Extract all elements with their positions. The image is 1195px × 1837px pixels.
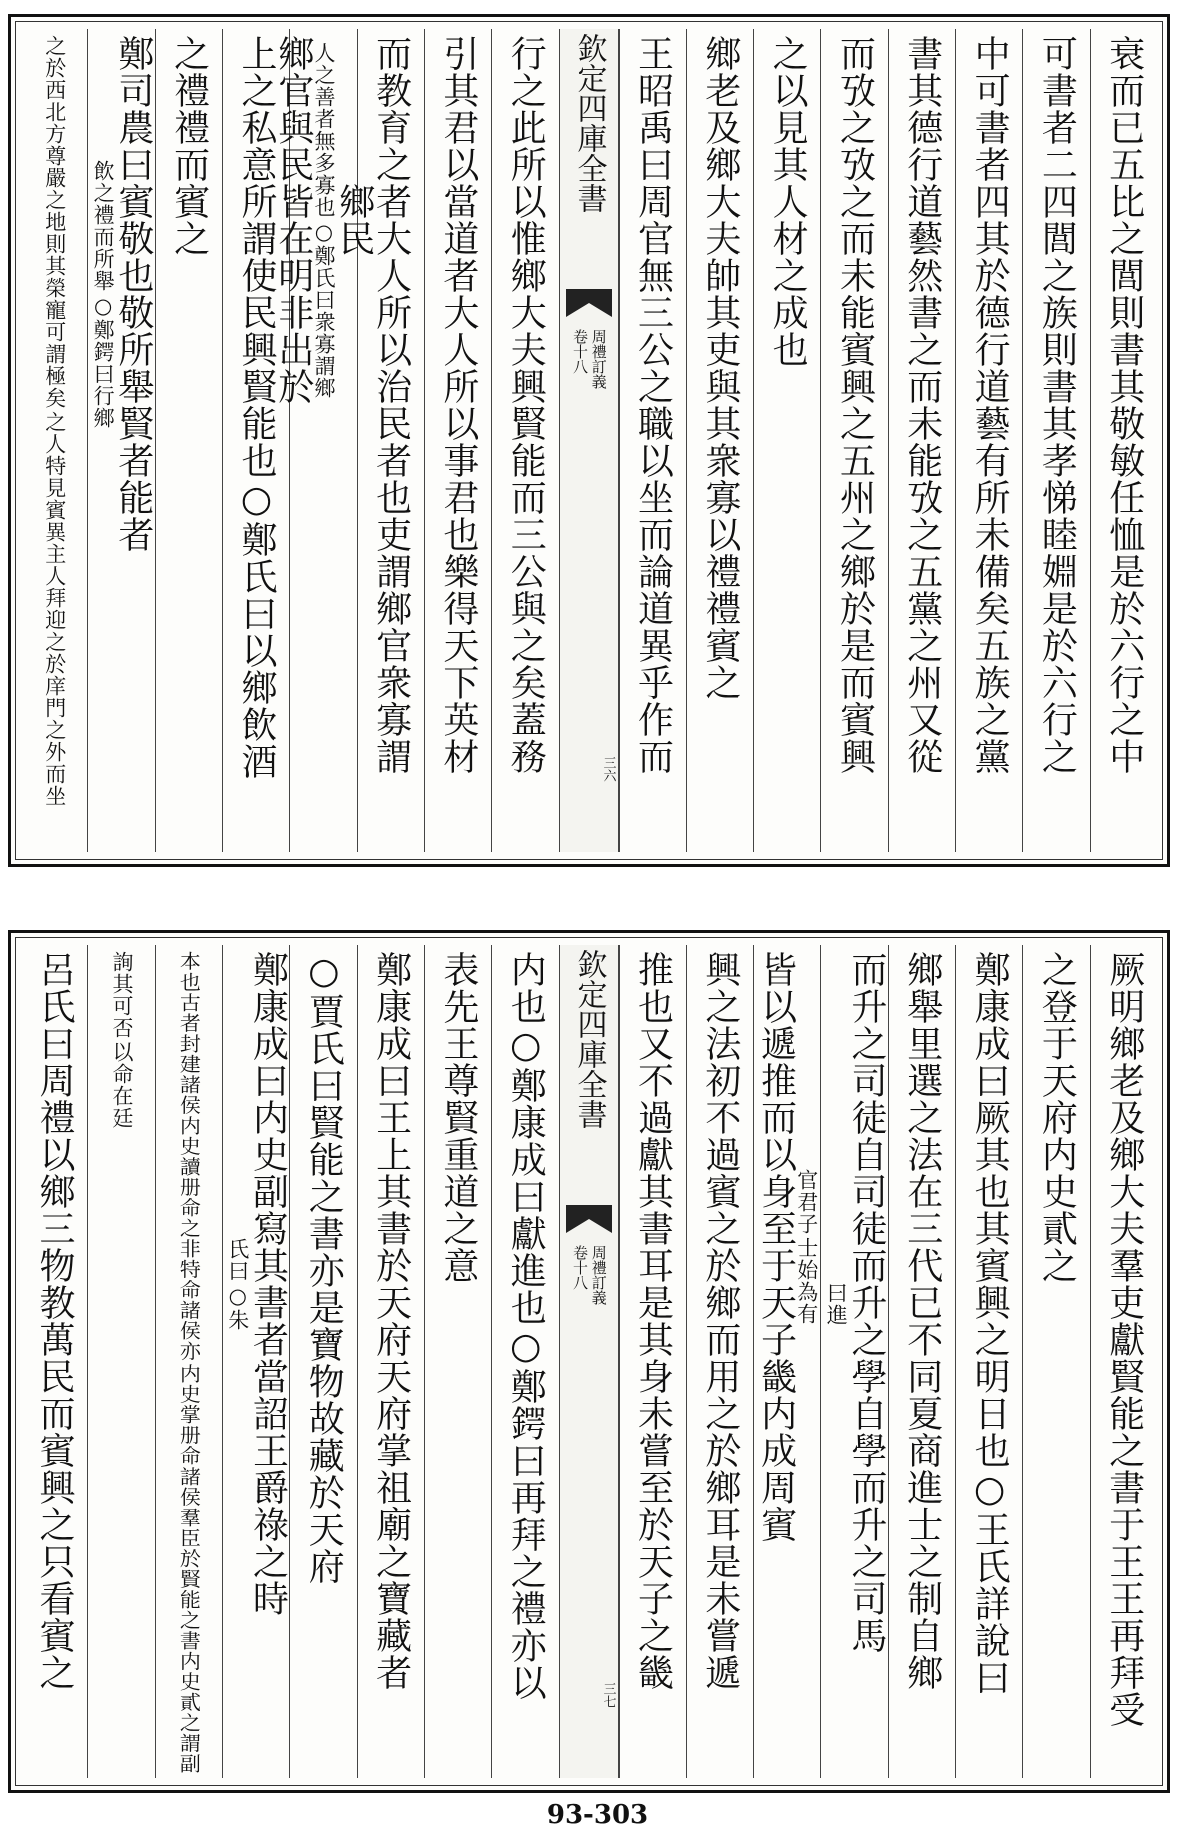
column-text — [836, 35, 874, 775]
column-text — [505, 35, 547, 775]
text-column — [619, 945, 686, 1778]
bottom-page — [8, 930, 1170, 1793]
text-column — [820, 945, 887, 1778]
main-text: 而升之司徒自司徒而升之學自學而升之司馬 — [846, 951, 888, 1654]
annotation-pair — [177, 951, 200, 1774]
main-text: 鄉舉里選之法在三代已不同夏商進士之制自鄉 — [901, 951, 943, 1691]
annotation-text: ○朱 — [225, 1283, 250, 1331]
annotation-pair — [43, 35, 66, 807]
main-text: 厥明鄉老及鄉大夫羣吏獻賢能之書于王王再拜受 — [1103, 951, 1145, 1728]
main-text: 衰而已五比之閭則書其敬敏任恤是於六行之中 — [1103, 35, 1145, 775]
book-title: 欽定四庫全書 — [571, 33, 607, 213]
book-title: 欽定四庫全書 — [571, 949, 607, 1129]
column-text — [43, 35, 66, 807]
volume-label: 卷十八 — [571, 1245, 589, 1290]
main-text: ○賈氏曰賢能之書亦是寶物故藏於天府 — [303, 951, 345, 1585]
main-text: 興之法初不過賓之於鄉而用之於鄉耳是未嘗遞 — [699, 951, 741, 1691]
text-column — [820, 29, 887, 852]
column-text — [824, 951, 888, 1654]
main-text-continued: 鄉官與民皆在明非出於 — [272, 35, 314, 405]
main-text: 鄉民 — [333, 183, 375, 257]
column-text — [903, 35, 941, 775]
annotation-text: 之於西北方尊嚴之地則其榮寵可謂極矣 — [42, 35, 67, 409]
main-text: 表先王尊賢重道之意 — [437, 951, 479, 1284]
text-column — [753, 945, 820, 1778]
folio-number: 三六 — [600, 756, 616, 782]
main-text: 王昭禹曰周官無三公之職以坐而論道異乎作而 — [632, 35, 674, 775]
work-name: 周禮訂義 — [589, 1245, 608, 1305]
column-text — [91, 35, 152, 553]
annotation-text: 氏曰 — [225, 1237, 250, 1282]
text-column — [491, 945, 558, 1778]
column-text — [439, 951, 477, 1284]
main-text: 而攷之攷之而未能賓興之五州之鄉於是而賓興 — [834, 35, 876, 775]
text-column — [222, 29, 289, 852]
column-text — [634, 35, 672, 775]
column-text — [701, 35, 739, 701]
column-text — [1105, 951, 1143, 1728]
main-text: 上之私意所謂使民興賢能也○鄭氏曰以鄉飲酒 — [235, 35, 277, 780]
annotation-pair — [795, 1169, 818, 1325]
annotation-text: 本也古者封建諸侯内史讀册命之非特命諸侯亦 — [177, 951, 202, 1362]
text-column — [155, 29, 222, 852]
column-text — [110, 951, 133, 1129]
annotation-text: 士始為有 — [794, 1237, 819, 1325]
text-column — [686, 945, 753, 1778]
annotation-pair — [110, 951, 133, 1129]
text-column — [272, 29, 375, 852]
annotation-pair — [91, 160, 114, 429]
column-text — [170, 35, 208, 257]
column-text — [767, 35, 809, 368]
annotation-pair — [824, 1280, 847, 1326]
column-text — [903, 951, 941, 1691]
text-column — [87, 29, 154, 852]
main-text: 鄉老及鄉大夫帥其吏與其衆寡以禮禮賓之 — [699, 35, 741, 701]
main-text: 鄭康成曰厥其也其賓興之明日也○王氏詳說曰 — [969, 951, 1011, 1696]
column-text — [237, 35, 275, 780]
main-text: 之禮禮而賓之 — [168, 35, 210, 257]
column-text — [177, 951, 200, 1774]
column-text — [757, 951, 818, 1543]
main-text: 而教育之者大人所以治民者也吏謂鄉官衆寡謂 — [370, 35, 412, 775]
folio-number: 三七 — [600, 1682, 616, 1708]
top-page — [8, 14, 1170, 867]
column-text — [439, 35, 477, 775]
text-column — [222, 945, 289, 1778]
text-column — [1022, 945, 1089, 1778]
main-text: 鄭康成曰王上其書於天府天府掌祖廟之寶藏者 — [370, 951, 412, 1691]
annotation-pair — [312, 42, 335, 399]
annotation-text: ○鄭氏曰衆寡謂鄉 — [311, 219, 336, 399]
text-column — [357, 945, 424, 1778]
annotation-text: ○鄭鍔曰行鄉 — [91, 293, 116, 429]
annotation-text: 以命在廷 — [110, 1041, 135, 1129]
work-name: 周禮訂義 — [589, 329, 608, 389]
column-text — [969, 951, 1011, 1696]
text-column — [155, 945, 222, 1778]
page-number: 93-303 — [546, 1800, 649, 1830]
column-text — [1038, 35, 1076, 775]
center-strip — [559, 945, 619, 1778]
main-text: 之登于天府内史貳之 — [1036, 951, 1078, 1284]
text-column — [1022, 29, 1089, 852]
main-text: 中可書者四其於德行道藝有所未備矣五族之黨 — [969, 35, 1011, 775]
main-text: 推也又不過獻其書耳是其身未嘗至於天子之畿 — [632, 951, 674, 1691]
main-text: 鄭司農曰賓敬也敬所舉賢者能者 — [112, 35, 154, 553]
annotation-text: 詢其可否 — [110, 951, 135, 1039]
column-text — [305, 951, 343, 1585]
annotation-text: 飲之禮而所舉 — [91, 159, 116, 292]
text-column — [955, 29, 1022, 852]
column-text — [34, 951, 76, 1691]
text-column — [955, 945, 1022, 1778]
column-text — [1105, 35, 1143, 775]
column-text — [505, 951, 547, 1701]
column-text — [701, 951, 739, 1691]
bottom-page-columns — [21, 945, 1157, 1778]
column-text — [372, 951, 410, 1691]
column-text — [372, 35, 410, 775]
annotation-text: 内史掌册命諸侯羣臣於賢能之書内史貳之謂副 — [177, 1363, 202, 1774]
column-text — [969, 35, 1011, 775]
text-column — [424, 945, 491, 1778]
main-text: 可書者二四閭之族則書其孝悌睦婣是於六行之 — [1036, 35, 1078, 775]
main-text: 引其君以當道者大人所以事君也樂得天下英材 — [437, 35, 479, 775]
main-text: 内也○鄭康成曰獻進也○鄭鍔曰再拜之禮亦以 — [505, 951, 547, 1701]
text-column — [686, 29, 753, 852]
column-text — [1038, 951, 1076, 1284]
annotation-text: 人之善者無多寡也 — [311, 41, 336, 218]
text-column — [289, 945, 356, 1778]
main-text: 書其德行道藝然書之而未能攷之五黨之州又從 — [901, 35, 943, 775]
main-text: 之以見其人材之成也 — [767, 35, 809, 368]
annotation-text: 曰進 — [824, 1281, 849, 1326]
text-column — [619, 29, 686, 852]
text-column — [888, 945, 955, 1778]
column-text — [226, 951, 287, 1617]
text-column — [21, 945, 87, 1778]
text-column — [87, 945, 154, 1778]
center-strip — [559, 29, 619, 852]
main-text: 行之此所以惟鄉大夫興賢能而三公與之矣蓋務 — [505, 35, 547, 775]
main-text-continued: 皆以遞推而以身至于天子畿内成周賓 — [755, 951, 797, 1543]
text-column — [888, 29, 955, 852]
text-column — [753, 29, 820, 852]
text-column — [1090, 945, 1157, 1778]
text-column — [491, 29, 558, 852]
text-column — [424, 29, 491, 852]
text-column — [21, 29, 87, 852]
top-page-columns — [21, 29, 1157, 852]
annotation-text: 之人特見賓異主人拜迎之於庠門之外而坐 — [42, 411, 67, 807]
annotation-text: 官君子 — [794, 1169, 819, 1235]
volume-label: 卷十八 — [571, 329, 589, 374]
main-text: 呂氏曰周禮以鄉三物教萬民而賓興之只看賓之 — [34, 951, 76, 1691]
main-text: 鄭康成曰内史副寫其書者當詔王爵祿之時 — [247, 951, 289, 1617]
annotation-pair — [226, 1238, 249, 1331]
fishtail-ornament-icon — [566, 289, 612, 317]
fishtail-ornament-icon — [566, 1205, 612, 1233]
center-subtitle — [560, 1245, 618, 1305]
column-text — [634, 951, 672, 1691]
text-column — [1090, 29, 1157, 852]
center-subtitle — [560, 329, 618, 389]
